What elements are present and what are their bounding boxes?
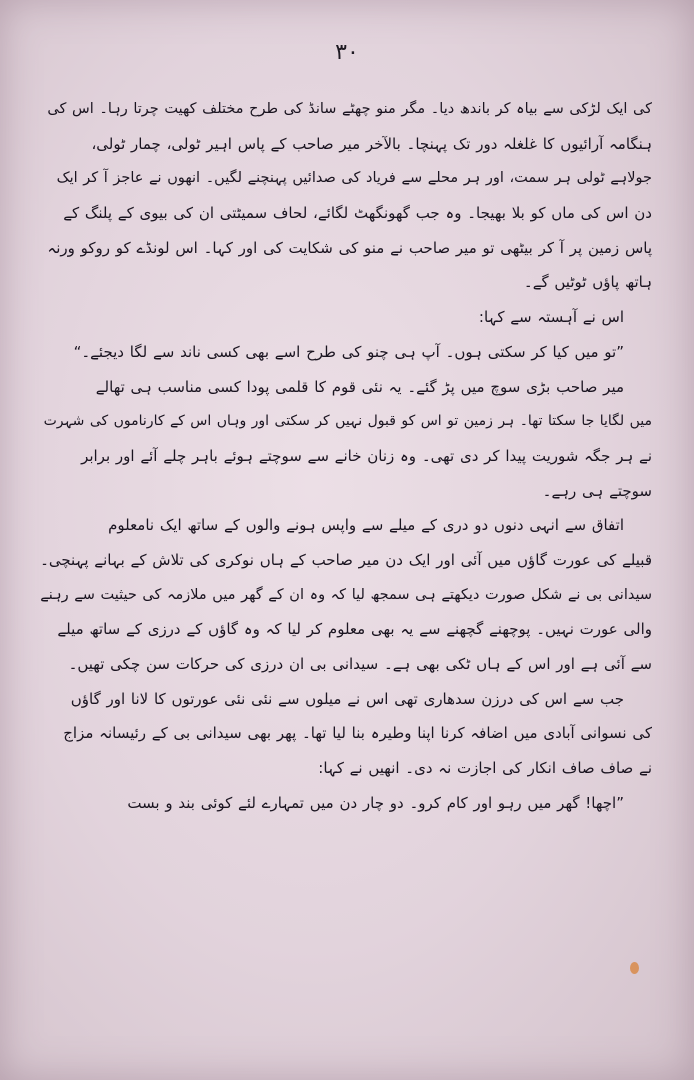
text-line: پاس زمین پر آ کر بیٹھی تو میر صاحب نے منو کی شکایت کی اور کہا۔ اس لونڈے کو روکو ورنہ bbox=[47, 238, 652, 257]
text-line: سوچتے ہی رہے۔ bbox=[542, 481, 652, 500]
text-line: ”تو میں کیا کر سکتی ہوں۔ آپ ہی چنو کی طرح اسے بھی کسی ناند سے لگا دیجئے۔“ bbox=[73, 342, 624, 361]
ink-spot bbox=[630, 962, 639, 974]
text-line: ”اچھا! گھر میں رہو اور کام کرو۔ دو چار دن میں تمہارے لئے کوئی بند و بست bbox=[127, 793, 624, 812]
text-line: والی عورت نہیں۔ پوچھنے گچھنے سے یہ بھی معلوم کر لیا کہ وہ گاؤں کے درزی کے ساتھ میلے bbox=[57, 620, 652, 639]
text-line: میر صاحب بڑی سوچ میں پڑ گئے۔ یہ نئی قوم کا قلمی پودا کسی مناسب ہی تھالے bbox=[95, 377, 624, 396]
text-line: دن اس کی ماں کو بلا بھیجا۔ وہ جب گھونگھٹ لگائے، لحاف سمیٹتی ان کی بیوی کے پلنگ کے bbox=[63, 204, 652, 223]
text-line: کی ایک لڑکی سے بیاہ کر باندھ دیا۔ مگر منو چھٹے سانڈ کی طرح مختلف کھیت چرتا رہا۔ اس کی bbox=[47, 101, 652, 117]
text-line: جب سے اس کی درزن سدھاری تھی اس نے میلوں سے نئی نئی عورتوں کا لانا اور گاؤں bbox=[70, 689, 624, 708]
text-line: نے ہر جگہ شوریت پیدا کر دی تھی۔ وہ زنان خانے سے سوچتے ہوئے باہر چلے آئے اور برابر bbox=[81, 446, 652, 465]
text-line: میں لگایا جا سکتا تھا۔ ہر زمین تو اس کو قبول نہیں کر سکتی اور وہاں اس کے کارناموں کی شہرت bbox=[43, 413, 652, 430]
text-line: سے آئی ہے اور اس کے ہاں ٹکی بھی ہے۔ سیدانی بی ان درزی کی حرکات سن چکی تھیں۔ bbox=[68, 655, 652, 673]
text-line: ہنگامہ آرائیوں کا غلغلہ دور تک پہنچا۔ بالآخر میر صاحب کے پاس اہیر ٹولی، چمار ٹولی، bbox=[91, 134, 652, 153]
text-line: قبیلے کی عورت گاؤں میں آئی اور ایک دن میر صاحب کے ہاں نوکری کی تلاش کے بہانے پہنچی۔ bbox=[40, 550, 652, 569]
page-number: ۳۰ bbox=[335, 40, 359, 65]
text-line: ہاتھ پاؤں ٹوٹیں گے۔ bbox=[523, 273, 652, 292]
text-line: کی نسوانی آبادی میں اضافہ کرنا اپنا وطیرہ بنا لیا تھا۔ پھر بھی سیدانی بی کے رئیسانہ مزاج bbox=[63, 724, 652, 743]
text-line: سیدانی بی نے شکل صورت دیکھتے ہی سمجھ لیا کہ وہ ان کے گھر میں ملازمہ کی حیثیت سے رہنے bbox=[40, 586, 652, 603]
page-text bbox=[40, 92, 652, 992]
text-line: جولاہے ٹولی ہر سمت، اور ہر محلے سے فریاد کی صدائیں پہنچنے لگیں۔ انھوں نے عاجز آ کر ایک bbox=[56, 170, 652, 187]
text-line: اس نے آہستہ سے کہا: bbox=[478, 308, 624, 327]
text-line: نے صاف صاف انکار کی اجازت نہ دی۔ انھیں نے کہا: bbox=[318, 759, 652, 778]
text-line: اتفاق سے انہی دنوں دو دری کے میلے سے واپس ہونے والوں کے ساتھ ایک نامعلوم bbox=[108, 516, 624, 535]
